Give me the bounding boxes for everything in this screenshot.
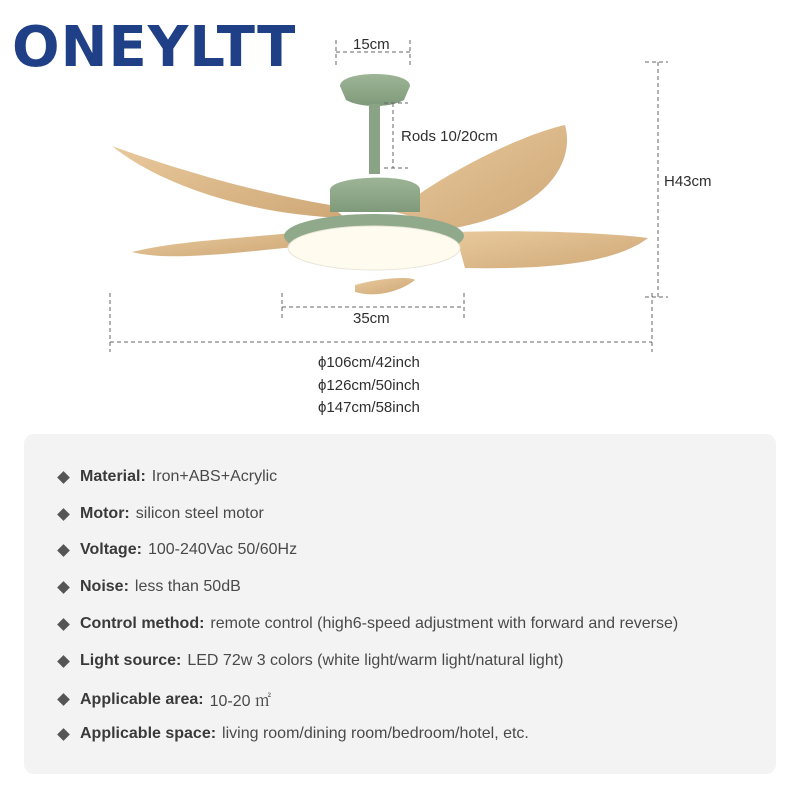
rods-length-label: Rods 10/20cm	[401, 128, 498, 145]
diamond-bullet-icon	[57, 728, 70, 741]
spec-label: Applicable area:	[80, 690, 204, 708]
spec-value: remote control (high6-speed adjustment with forward and reverse)	[210, 615, 679, 632]
diamond-bullet-icon	[57, 655, 70, 668]
spec-value: LED 72w 3 colors (white light/warm light/natural light)	[187, 652, 564, 669]
fan-blade-left-lower	[132, 232, 305, 256]
canopy-width-label: 15cm	[353, 36, 390, 53]
light-width-label: 35cm	[353, 310, 390, 327]
spec-row-applicable-area	[56, 688, 271, 711]
spec-value: Iron+ABS+Acrylic	[151, 468, 278, 485]
spec-label: Applicable space:	[80, 725, 217, 742]
diamond-bullet-icon	[57, 471, 70, 484]
diameter-option: ϕ106cm/42inch	[318, 354, 420, 371]
fan-blade-front	[355, 278, 415, 294]
diameter-list	[318, 352, 420, 420]
height-label: H43cm	[664, 173, 712, 190]
spec-row-light-source	[56, 652, 564, 670]
diameter-option: ϕ126cm/50inch	[318, 376, 420, 394]
spec-value: living room/dining room/bedroom/hotel, etc.	[222, 725, 529, 742]
spec-label: Light source:	[80, 652, 182, 669]
fan-rod	[369, 104, 380, 174]
diameter-option: ϕ147cm/58inch	[318, 399, 420, 416]
fan-blade-left-upper	[112, 146, 345, 218]
spec-label: Motor:	[80, 505, 130, 522]
spec-value: 100-240Vac 50/60Hz	[147, 541, 298, 558]
spec-label: Noise:	[80, 578, 129, 595]
spec-value: less than 50dB	[134, 578, 241, 595]
spec-row-control-method	[56, 615, 678, 633]
spec-value: silicon steel motor	[135, 505, 264, 522]
diamond-bullet-icon	[57, 544, 70, 557]
spec-row-voltage	[56, 541, 297, 559]
spec-row-noise	[56, 578, 241, 596]
specs-panel	[24, 434, 776, 774]
spec-value: 10-20 ㎡	[209, 693, 271, 710]
spec-row-applicable-space	[56, 725, 529, 743]
diamond-bullet-icon	[57, 693, 70, 706]
spec-label: Material:	[80, 468, 146, 485]
spec-row-motor	[56, 505, 264, 523]
fan-canopy	[340, 74, 410, 106]
fan-blade-right-lower	[455, 231, 648, 268]
diamond-bullet-icon	[57, 618, 70, 631]
brand-logo: ONEYLTT	[12, 15, 297, 80]
diamond-bullet-icon	[57, 581, 70, 594]
spec-label: Control method:	[80, 615, 205, 632]
spec-row-material	[56, 468, 277, 486]
fan-light-panel	[288, 226, 460, 270]
diamond-bullet-icon	[57, 508, 70, 521]
spec-label: Voltage:	[80, 541, 142, 558]
fan-motor	[330, 178, 420, 212]
